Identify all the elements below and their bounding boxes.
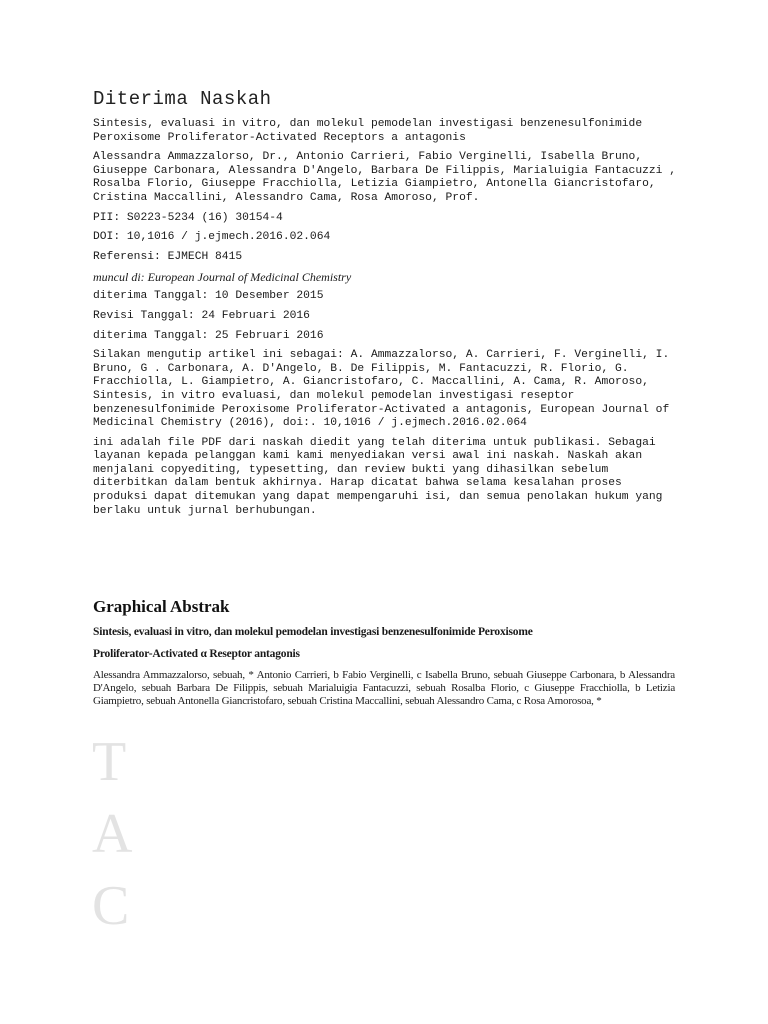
accepted-date: diterima Tanggal: 25 Februari 2016 [93,329,324,342]
citation-paragraph: Silakan mengutip artikel ini sebagai: A. Ammazzalorso, A. Carrieri, F. Verginelli, I. Bruno, G . Carbonara, A. D'Angelo, B. De Filippis, M. Fantacuzzi, R. Florio, G. Fracchiolla, L. Giampietro, A. Giancristofaro, C. Maccallini, A. Cama, R. Amoroso, Sintesis, in vitro evaluasi, dan molekul pemodelan investigasi reseptor benzenesulfonimide Peroxisome Proliferator-Activated a antagonis, European Journal of Medicinal Chemistry (2016), doi:. 10,1016 / j.ejmech.2016.02.064 [93,349,670,430]
graphical-abstract-heading: Graphical Abstrak [93,597,230,616]
graphical-abstract [93,597,675,708]
journal-line: muncul di: European Journal of Medicinal Chemistry [93,270,352,285]
doi-line: DOI: 10,1016 / j.ejmech.2016.02.064 [93,231,331,244]
watermark-letter: C [92,875,130,937]
received-date: diterima Tanggal: 10 Desember 2015 [93,290,324,303]
author-list: Alessandra Ammazzalorso, Dr., Antonio Carrieri, Fabio Verginelli, Isabella Bruno, Giuseppe Carbonara, Alessandra D'Angelo, Barbara De Filippis, Marialuigia Fantacuzzi , Rosalba Florio, Giuseppe Fracchiolla, Letizia Giampietro, Antonella Giancristofaro, Cristina Maccallini, Alessandro Cama, Rosa Amoroso, Prof. [93,151,677,204]
pii-line: PII: S0223-5234 (16) 30154-4 [93,211,283,224]
graphical-abstract-title-line-1: Sintesis, evaluasi in vitro, dan molekul pemodelan investigasi benzenesulfonimide Peroxisome [93,626,533,638]
article-title: Sintesis, evaluasi in vitro, dan molekul pemodelan investigasi benzenesulfonimide Peroxisome Proliferator-Activated Receptors a antagonis [93,118,643,144]
watermark [92,726,172,942]
revised-date: Revisi Tanggal: 24 Februari 2016 [93,309,310,322]
watermark-letter: A [92,803,133,865]
page-title: Diterima Naskah [93,88,272,110]
graphical-abstract-authors: Alessandra Ammazzalorso, sebuah, * Antonio Carrieri, b Fabio Verginelli, c Isabella Bruno, sebuah Giuseppe Carbonara, b Alessandra D'Angelo, sebuah Barbara De Filippis, sebuah Marialuigia Fantacuzzi, sebuah Rosalba Florio, c Giuseppe Fracchiolla, b Letizia Giampietro, sebuah Antonella Giancristofaro, sebuah Cristina Maccallini, sebuah Alessandro Cama, c Rosa Amorosoa, * [93,669,675,707]
watermark-letter: T [92,731,127,793]
notice-paragraph: ini adalah file PDF dari naskah diedit yang telah diterima untuk publikasi. Sebagai layanan kepada pelanggan kami kami menyediakan versi awal ini naskah. Naskah akan menjalani copyediting, typesetting, dan review bukti yang dihasilkan sebelum diterbitkan dalam bentuk akhirnya. Harap dicatat bahwa selama kesalahan proses produksi dapat ditemukan yang dapat mempengaruhi isi, dan semua penolakan hukum yang berlaku untuk jurnal berhubungan. [93,436,663,517]
manuscript-front-matter [93,88,679,524]
graphical-abstract-title-line-2: Proliferator-Activated α Reseptor antagonis [93,648,300,660]
reference-line: Referensi: EJMECH 8415 [93,250,243,263]
